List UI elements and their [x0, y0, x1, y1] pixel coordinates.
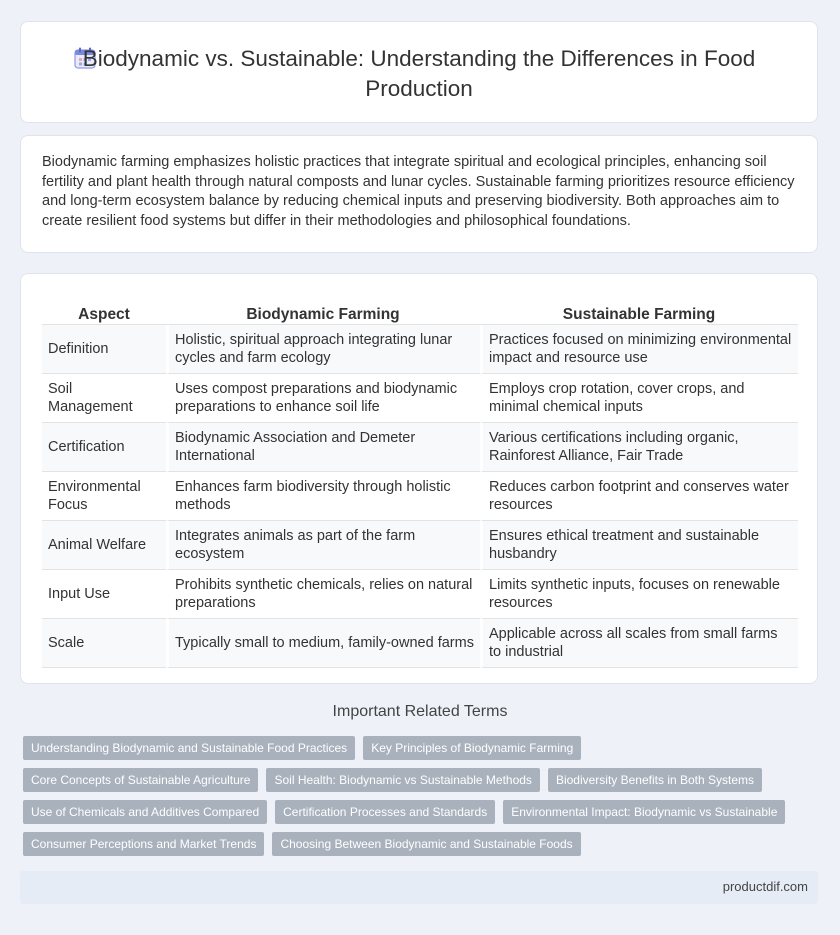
related-term-tag[interactable]: Certification Processes and Standards — [275, 800, 495, 824]
table-cell: Prohibits synthetic chemicals, relies on natural preparations — [166, 570, 480, 619]
related-terms-title: Important Related Terms — [332, 703, 508, 720]
table-cell: Biodynamic Association and Demeter International — [166, 423, 480, 472]
page-title: Biodynamic vs. Sustainable: Understanding the Differences in Food Production — [82, 46, 756, 101]
table-cell: Employs crop rotation, cover crops, and minimal chemical inputs — [480, 374, 798, 423]
table-cell: Limits synthetic inputs, focuses on renewable resources — [480, 570, 798, 619]
comparison-table — [42, 292, 798, 668]
table-cell: Ensures ethical treatment and sustainable husbandry — [480, 521, 798, 570]
related-term-tag[interactable]: Choosing Between Biodynamic and Sustainable Foods — [272, 832, 580, 856]
footer-site-link[interactable]: productdif.com — [722, 879, 808, 894]
comparison-table-card — [20, 273, 818, 684]
table-row — [42, 325, 798, 374]
related-term-tag[interactable]: Consumer Perceptions and Market Trends — [23, 832, 264, 856]
table-cell: Practices focused on minimizing environmental impact and resource use — [480, 325, 798, 374]
related-term-tag[interactable]: Key Principles of Biodynamic Farming — [363, 736, 581, 760]
table-row — [42, 521, 798, 570]
table-row — [42, 472, 798, 521]
table-cell: Applicable across all scales from small farms to industrial — [480, 619, 798, 668]
table-cell: Enhances farm biodiversity through holistic methods — [166, 472, 480, 521]
column-header-sustainable: Sustainable Farming — [480, 292, 798, 325]
table-cell: Reduces carbon footprint and conserves water resources — [480, 472, 798, 521]
intro-text: Biodynamic farming emphasizes holistic practices that integrate spiritual and ecological principles, enhancing soil fertility and plant health through natural composts and lunar cycles. Sustainable farming prioritizes resource efficiency and long-term ecosystem balance by reducing chemical inputs and preserving biodiversity. Both approaches aim to create resilient food systems but differ in their methodologies and philosophical foundations. — [42, 154, 795, 229]
table-cell: Input Use — [42, 570, 166, 619]
table-cell: Uses compost preparations and biodynamic preparations to enhance soil life — [166, 374, 480, 423]
related-term-tag[interactable]: Understanding Biodynamic and Sustainable Food Practices — [23, 736, 355, 760]
footer — [20, 871, 818, 904]
table-row — [42, 570, 798, 619]
table-cell: Integrates animals as part of the farm ecosystem — [166, 521, 480, 570]
table-row — [42, 619, 798, 668]
table-cell: Scale — [42, 619, 166, 668]
table-header-row — [42, 292, 798, 325]
table-cell: Definition — [42, 325, 166, 374]
column-header-biodynamic: Biodynamic Farming — [166, 292, 480, 325]
header-card — [20, 21, 818, 123]
table-cell: Holistic, spiritual approach integrating lunar cycles and farm ecology — [166, 325, 480, 374]
table-cell: Various certifications including organic, Rainforest Alliance, Fair Trade — [480, 423, 798, 472]
related-term-tag[interactable]: Use of Chemicals and Additives Compared — [23, 800, 267, 824]
table-row — [42, 423, 798, 472]
table-cell: Typically small to medium, family-owned farms — [166, 619, 480, 668]
column-header-aspect: Aspect — [42, 292, 166, 325]
related-term-tag[interactable]: Environmental Impact: Biodynamic vs Sustainable — [503, 800, 785, 824]
related-term-tag[interactable]: Core Concepts of Sustainable Agriculture — [23, 768, 258, 792]
table-cell: Soil Management — [42, 374, 166, 423]
related-term-tag[interactable]: Soil Health: Biodynamic vs Sustainable Methods — [266, 768, 539, 792]
intro-card — [20, 135, 818, 253]
table-cell: Environmental Focus — [42, 472, 166, 521]
table-cell: Animal Welfare — [42, 521, 166, 570]
table-cell: Certification — [42, 423, 166, 472]
related-terms-list — [23, 736, 813, 864]
related-term-tag[interactable]: Biodiversity Benefits in Both Systems — [548, 768, 762, 792]
table-row — [42, 374, 798, 423]
